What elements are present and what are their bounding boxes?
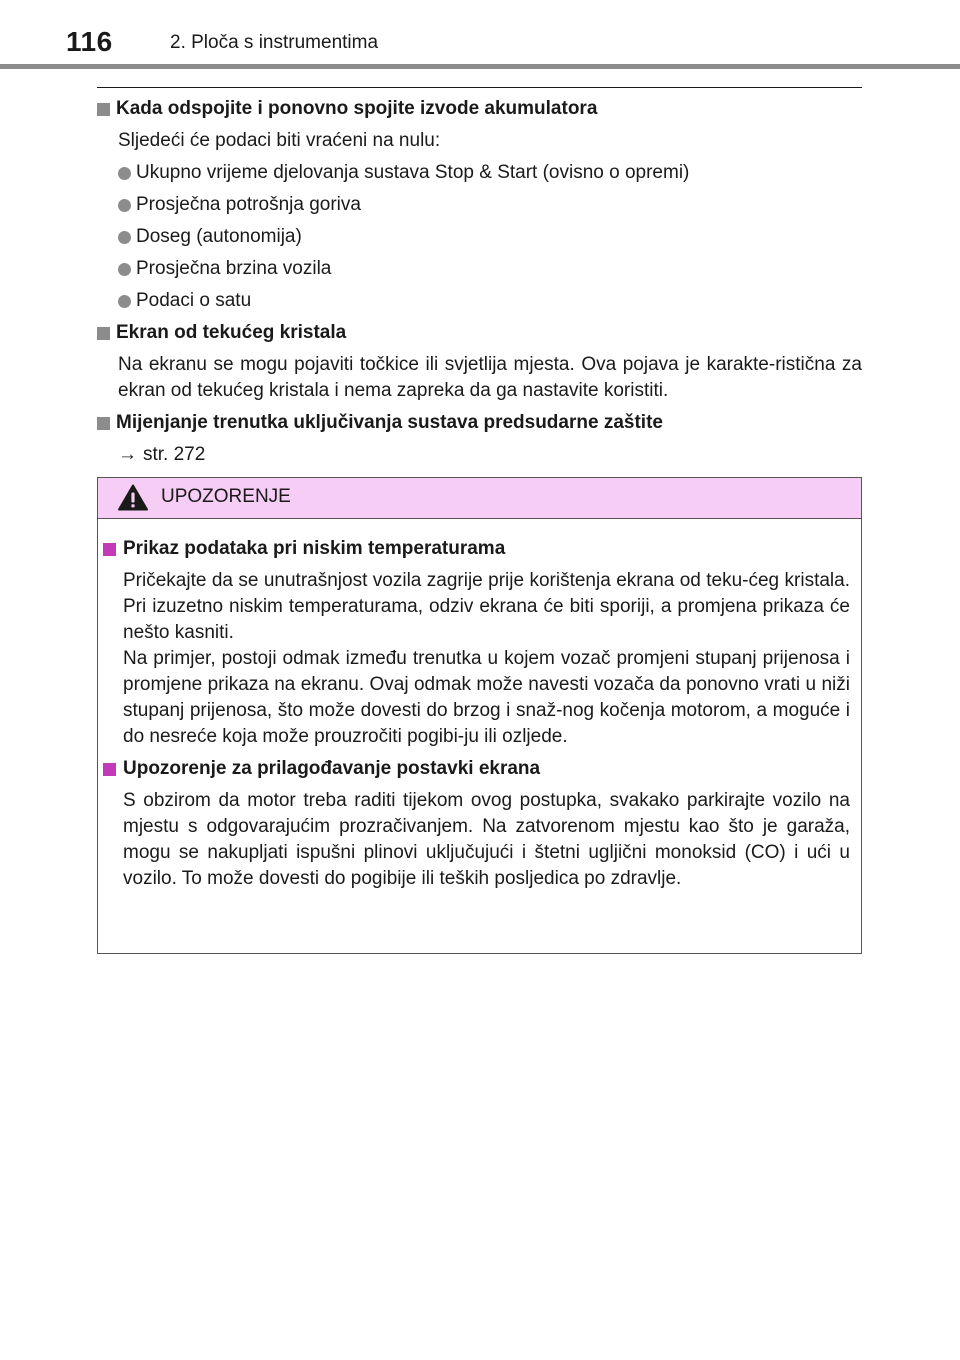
square-icon	[103, 763, 116, 776]
section-heading-text: Kada odspojite i ponovno spojite izvode akumulatora	[116, 98, 598, 119]
square-icon	[97, 103, 110, 116]
warning-item-heading-text: Upozorenje za prilagođavanje postavki ekrana	[123, 758, 541, 779]
square-icon	[103, 543, 116, 556]
warning-item-text: Pričekajte da se unutrašnjost vozila zagrije prije korištenja ekrana od teku-ćeg kristala. Pri izuzetno niskim temperaturama, odziv ekrana će biti sporiji, a promjena prikaza će nešto kasniti.	[123, 570, 850, 643]
list-item	[97, 160, 862, 186]
warning-triangle-icon	[118, 484, 148, 511]
content-top-rule	[97, 87, 862, 88]
main-content	[97, 96, 862, 468]
header-divider	[0, 64, 960, 69]
bullet-dot-icon	[118, 167, 131, 180]
square-icon	[97, 327, 110, 340]
bullet-dot-icon	[118, 263, 131, 276]
list-item-text: Podaci o satu	[136, 290, 252, 311]
page-header	[0, 0, 960, 70]
list-item	[97, 256, 862, 282]
list-item	[97, 224, 862, 250]
page-reference	[97, 442, 862, 468]
bullet-dot-icon	[118, 231, 131, 244]
section-heading-text: Mijenjanje trenutka uključivanja sustava predsudarne zaštite	[116, 412, 663, 433]
list-item-text: Prosječna brzina vozila	[136, 258, 332, 279]
section-text: Na ekranu se mogu pojaviti točkice ili svjetlija mjesta. Ova pojava je karakte-ristična za ekran od tekućeg kristala i nema zapreka da ga nastavite koristiti.	[118, 354, 862, 401]
arrow-right-icon: →	[118, 444, 137, 465]
list-item-text: Doseg (autonomija)	[136, 226, 302, 247]
warning-header	[98, 478, 861, 519]
page-number: 116	[66, 26, 113, 57]
section-heading	[97, 320, 862, 346]
square-icon	[97, 417, 110, 430]
section-text: Sljedeći će podaci biti vraćeni na nulu:	[118, 130, 441, 151]
chapter-title: 2. Ploča s instrumentima	[170, 32, 379, 53]
list-item-text: Prosječna potrošnja goriva	[136, 194, 361, 215]
section-heading	[97, 410, 862, 436]
warning-box	[97, 477, 862, 954]
list-item	[97, 288, 862, 314]
section-heading	[97, 96, 862, 122]
warning-label: UPOZORENJE	[161, 486, 291, 507]
bullet-dot-icon	[118, 295, 131, 308]
warning-item-text: S obzirom da motor treba raditi tijekom ovog postupka, svakako parkirajte vozilo na mjestu s odgovarajućim prozračivanjem. Na zatvorenom mjestu kao što je garaža, mogu se nakupljati ispušni plinovi uključujući i štetni ugljični monoksid (CO) i ući u vozilo. To može dovesti do pogibije ili teških posljedica po zdravlje.	[123, 790, 850, 889]
list-item	[97, 192, 862, 218]
warning-body	[103, 536, 850, 892]
section-heading-text: Ekran od tekućeg kristala	[116, 322, 347, 343]
warning-item-heading	[103, 756, 850, 782]
warning-item-heading-text: Prikaz podataka pri niskim temperaturama	[123, 538, 506, 559]
page-reference-link[interactable]: str. 272	[143, 444, 206, 465]
bullet-dot-icon	[118, 199, 131, 212]
warning-item-heading	[103, 536, 850, 562]
list-item-text: Ukupno vrijeme djelovanja sustava Stop & Start (ovisno o opremi)	[136, 162, 690, 183]
warning-item-text: Na primjer, postoji odmak između trenutka u kojem vozač promjeni stupanj prijenosa i promjene prikaza na ekranu. Ovaj odmak može navesti vozača da ponovno vrati u niži stupanj prijenosa, što može dovesti do brzog i snaž-nog kočenja motorom, a moguće i do nesreće koja može prouzročiti pogibi-ju ili ozljede.	[123, 648, 850, 747]
